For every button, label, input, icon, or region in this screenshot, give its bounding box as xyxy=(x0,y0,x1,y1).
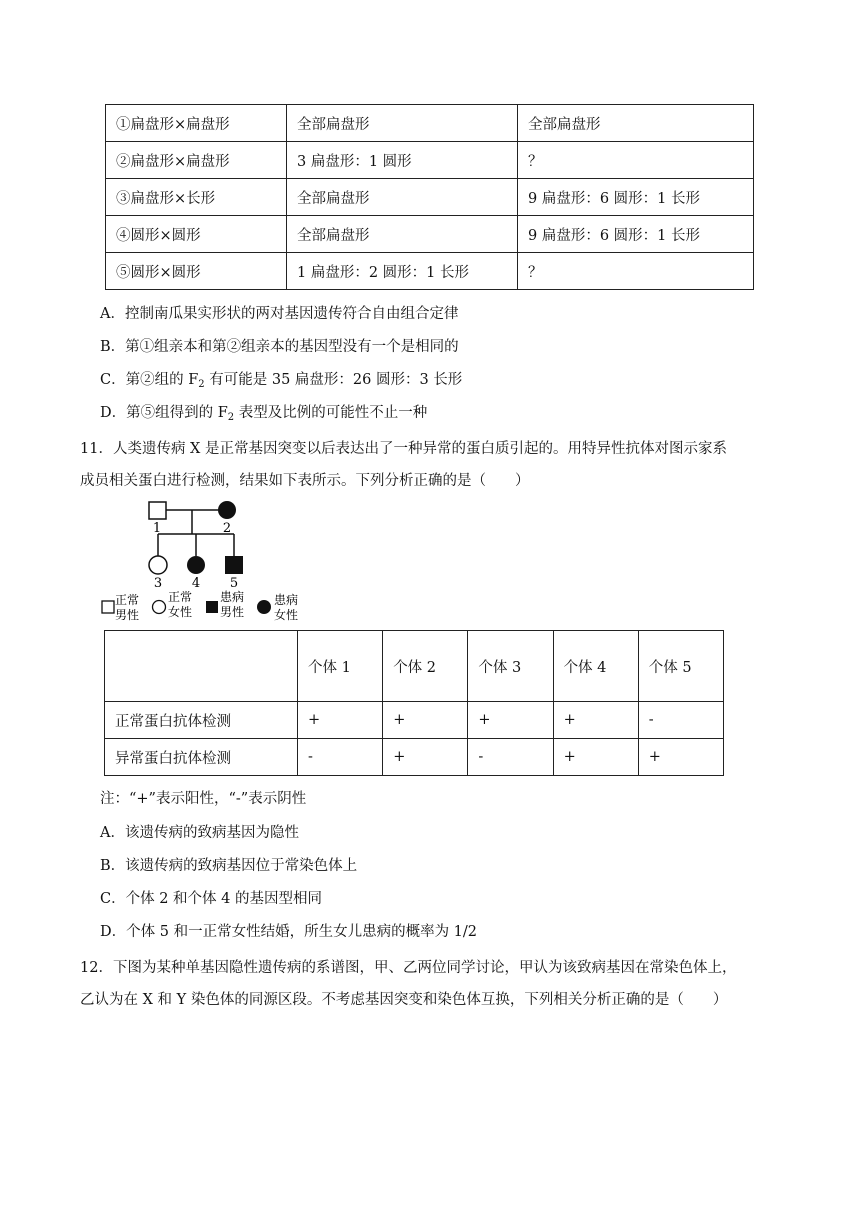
cross-cell: ④圆形×圆形 xyxy=(106,216,287,253)
header-cell: 个体 4 xyxy=(553,631,638,702)
individual-5-affected-male xyxy=(225,556,243,574)
f1-cell: 全部扁盘形 xyxy=(287,105,518,142)
table-cell: - xyxy=(638,702,723,739)
individual-3-normal-female xyxy=(149,556,167,574)
pedigree-diagram xyxy=(96,494,320,628)
legend-affected-female-1: 患病 xyxy=(274,593,299,607)
f2-cell: 9 扁盘形：6 圆形：1 长形 xyxy=(518,179,754,216)
f2-cell: 9 扁盘形：6 圆形：1 长形 xyxy=(518,216,754,253)
legend-affected-female-icon xyxy=(257,600,271,614)
table-cell: + xyxy=(383,702,468,739)
antibody-test-table xyxy=(104,630,724,776)
f1-cell: 3 扁盘形：1 圆形 xyxy=(287,142,518,179)
q11-option-b: B．该遗传病的致病基因位于常染色体上 xyxy=(100,858,358,874)
table-cell: + xyxy=(468,702,553,739)
option-text: D．第⑤组得到的 F xyxy=(100,405,228,421)
cross-results-table xyxy=(105,104,754,290)
q12-stem-line1: 12．下图为某种单基因隐性遗传病的系谱图，甲、乙两位同学讨论，甲认为该致病基因在常染色体上， xyxy=(80,960,737,976)
f2-cell: ？ xyxy=(518,253,754,290)
table-cell: + xyxy=(383,739,468,776)
f1-cell: 全部扁盘形 xyxy=(287,179,518,216)
q11-note: 注：“+”表示阳性，“-”表示阴性 xyxy=(100,791,307,807)
option-text: 有可能是 35 扁盘形：26 圆形：3 长形 xyxy=(204,372,463,388)
label-3: 3 xyxy=(153,576,163,591)
q11-option-d: D．个体 5 和一正常女性结婚，所生女儿患病的概率为 1/2 xyxy=(100,924,478,940)
table-row xyxy=(106,253,754,290)
table-cell: - xyxy=(298,739,383,776)
q12-stem-line2: 乙认为在 X 和 Y 染色体的同源区段。不考虑基因突变和染色体互换，下列相关分析正确的是（ ） xyxy=(80,992,728,1008)
table-row xyxy=(106,179,754,216)
legend-affected-male-icon xyxy=(206,601,218,613)
header-cell: 个体 5 xyxy=(638,631,723,702)
individual-4-affected-female xyxy=(187,556,205,574)
f1-cell: 全部扁盘形 xyxy=(287,216,518,253)
legend-affected-male-2: 男性 xyxy=(220,605,245,619)
table-row xyxy=(105,739,724,776)
q10-option-a: A．控制南瓜果实形状的两对基因遗传符合自由组合定律 xyxy=(100,306,459,322)
subscript: 2 xyxy=(227,412,235,423)
label-5: 5 xyxy=(229,576,239,591)
legend-normal-male-icon xyxy=(102,601,114,613)
header-cell: 个体 1 xyxy=(298,631,383,702)
q10-option-c xyxy=(100,368,462,390)
table-row xyxy=(106,105,754,142)
f1-cell: 1 扁盘形：2 圆形：1 长形 xyxy=(287,253,518,290)
cross-cell: ①扁盘形×扁盘形 xyxy=(106,105,287,142)
table-cell: + xyxy=(298,702,383,739)
legend-normal-female-2: 女性 xyxy=(168,605,193,619)
table-cell: + xyxy=(553,702,638,739)
table-cell: - xyxy=(468,739,553,776)
option-text: C．第②组的 F xyxy=(100,372,199,388)
table-row xyxy=(106,142,754,179)
q10-option-b: B．第①组亲本和第②组亲本的基因型没有一个是相同的 xyxy=(100,339,459,355)
label-1: 1 xyxy=(152,521,162,536)
q11-option-a: A．该遗传病的致病基因为隐性 xyxy=(100,825,299,841)
table-header-row xyxy=(105,631,724,702)
individual-2-affected-female xyxy=(218,501,236,519)
legend-normal-female-1: 正常 xyxy=(168,590,193,604)
q11-stem-line2: 成员相关蛋白进行检测，结果如下表所示。下列分析正确的是（ ） xyxy=(80,473,530,489)
legend-affected-male-1: 患病 xyxy=(220,590,245,604)
legend-normal-male-1: 正常 xyxy=(115,593,140,607)
header-cell: 个体 2 xyxy=(383,631,468,702)
header-cell xyxy=(105,631,298,702)
subscript: 2 xyxy=(198,379,205,390)
f2-cell: ？ xyxy=(518,142,754,179)
legend-normal-female-icon xyxy=(153,601,166,614)
table-row xyxy=(106,216,754,253)
label-4: 4 xyxy=(191,576,201,591)
table-row xyxy=(105,702,724,739)
cross-cell: ③扁盘形×长形 xyxy=(106,179,287,216)
table-cell: + xyxy=(553,739,638,776)
q11-option-c: C．个体 2 和个体 4 的基因型相同 xyxy=(100,891,322,907)
cross-cell: ⑤圆形×圆形 xyxy=(106,253,287,290)
cross-cell: ②扁盘形×扁盘形 xyxy=(106,142,287,179)
legend-affected-female-2: 女性 xyxy=(274,608,299,622)
individual-1-normal-male xyxy=(149,502,166,519)
table-cell: + xyxy=(638,739,723,776)
q11-stem-line1: 11．人类遗传病 X 是正常基因突变以后表达出了一种异常的蛋白质引起的。用特异性抗体对图示家系 xyxy=(80,441,727,457)
row-label: 正常蛋白抗体检测 xyxy=(105,702,298,739)
legend-normal-male-2: 男性 xyxy=(115,608,140,622)
header-cell: 个体 3 xyxy=(468,631,553,702)
row-label: 异常蛋白抗体检测 xyxy=(105,739,298,776)
f2-cell: 全部扁盘形 xyxy=(518,105,754,142)
option-text: 表型及比例的可能性不止一种 xyxy=(234,405,428,421)
q10-option-d xyxy=(100,401,427,423)
label-2: 2 xyxy=(222,521,232,536)
